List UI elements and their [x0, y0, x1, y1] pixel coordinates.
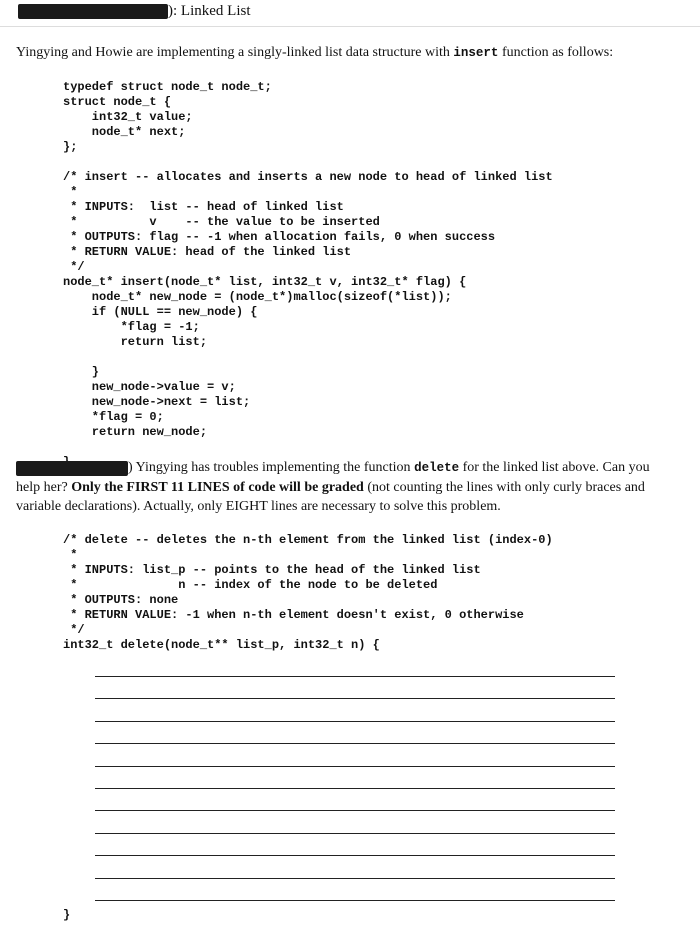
code-line: * OUTPUTS: none	[63, 593, 179, 607]
insert-code-block	[63, 80, 553, 470]
question-text-1: for the linked list above. Can you help her?	[16, 460, 650, 495]
code-line: *flag = -1;	[63, 320, 200, 334]
code-line: }	[63, 365, 100, 379]
answer-blank-line[interactable]	[95, 810, 615, 811]
header-divider	[0, 26, 700, 27]
answer-blank-line[interactable]	[95, 766, 615, 767]
code-line: */	[63, 623, 85, 637]
redacted-header-block	[18, 4, 168, 19]
code-line: return new_node;	[63, 425, 208, 439]
answer-blank-line[interactable]	[95, 676, 615, 677]
delete-code-block	[63, 533, 553, 653]
code-line: * INPUTS: list -- head of linked list	[63, 200, 344, 214]
code-line: * n -- index of the node to be deleted	[63, 578, 438, 592]
code-line: typedef struct node_t node_t;	[63, 80, 272, 94]
code-line: /* delete -- deletes the n-th element from the linked list (index-0)	[63, 533, 553, 547]
code-line: */	[63, 260, 85, 274]
code-line: * RETURN VALUE: head of the linked list	[63, 245, 352, 259]
code-line: int32_t delete(node_t** list_p, int32_t n) {	[63, 638, 380, 652]
code-line	[63, 155, 553, 170]
answer-blank-line[interactable]	[95, 855, 615, 856]
question-part-label: ) Yingying has troubles implementing the function	[128, 460, 415, 475]
intro-text-after: function as follows:	[498, 45, 614, 60]
code-line	[63, 350, 553, 365]
code-line: *	[63, 185, 78, 199]
answer-blank-line[interactable]	[95, 878, 615, 879]
code-line: if (NULL == new_node) {	[63, 305, 258, 319]
intro-paragraph	[16, 43, 686, 63]
answer-blank-line[interactable]	[95, 698, 615, 699]
code-line: };	[63, 140, 78, 154]
answer-blank-line[interactable]	[95, 833, 615, 834]
page-title: ): Linked List	[168, 3, 251, 19]
intro-text-before: Yingying and Howie are implementing a singly-linked list data structure with	[16, 45, 454, 60]
answer-blank-line[interactable]	[95, 721, 615, 722]
answer-blank-line[interactable]	[95, 900, 615, 901]
closing-brace: }	[63, 908, 71, 922]
question-keyword: delete	[414, 461, 460, 475]
code-line: int32_t value;	[63, 110, 193, 124]
question-paragraph	[16, 458, 671, 516]
code-line: struct node_t {	[63, 95, 172, 109]
code-line: * INPUTS: list_p -- points to the head of the linked list	[63, 563, 481, 577]
question-bold-text: Only the FIRST 11 LINES of code will be graded	[71, 480, 364, 495]
intro-keyword: insert	[453, 46, 499, 60]
question-text-2: (not counting the lines with only curly braces and variable declarations). Actually, only EIGHT lines are necessary to solve this problem.	[16, 480, 645, 514]
code-line: node_t* next;	[63, 125, 186, 139]
code-line: node_t* new_node = (node_t*)malloc(sizeof(*list));	[63, 290, 452, 304]
code-line: new_node->value = v;	[63, 380, 236, 394]
code-line: * RETURN VALUE: -1 when n-th element doesn't exist, 0 otherwise	[63, 608, 524, 622]
code-line: * v -- the value to be inserted	[63, 215, 380, 229]
code-line: *	[63, 548, 78, 562]
code-line: new_node->next = list;	[63, 395, 251, 409]
answer-blank-line[interactable]	[95, 788, 615, 789]
code-line: *flag = 0;	[63, 410, 164, 424]
code-line: /* insert -- allocates and inserts a new node to head of linked list	[63, 170, 553, 184]
code-line: * OUTPUTS: flag -- -1 when allocation fails, 0 when success	[63, 230, 496, 244]
code-line: node_t* insert(node_t* list, int32_t v, int32_t* flag) {	[63, 275, 467, 289]
code-line: return list;	[63, 335, 208, 349]
code-line	[63, 440, 553, 455]
answer-blank-line[interactable]	[95, 743, 615, 744]
